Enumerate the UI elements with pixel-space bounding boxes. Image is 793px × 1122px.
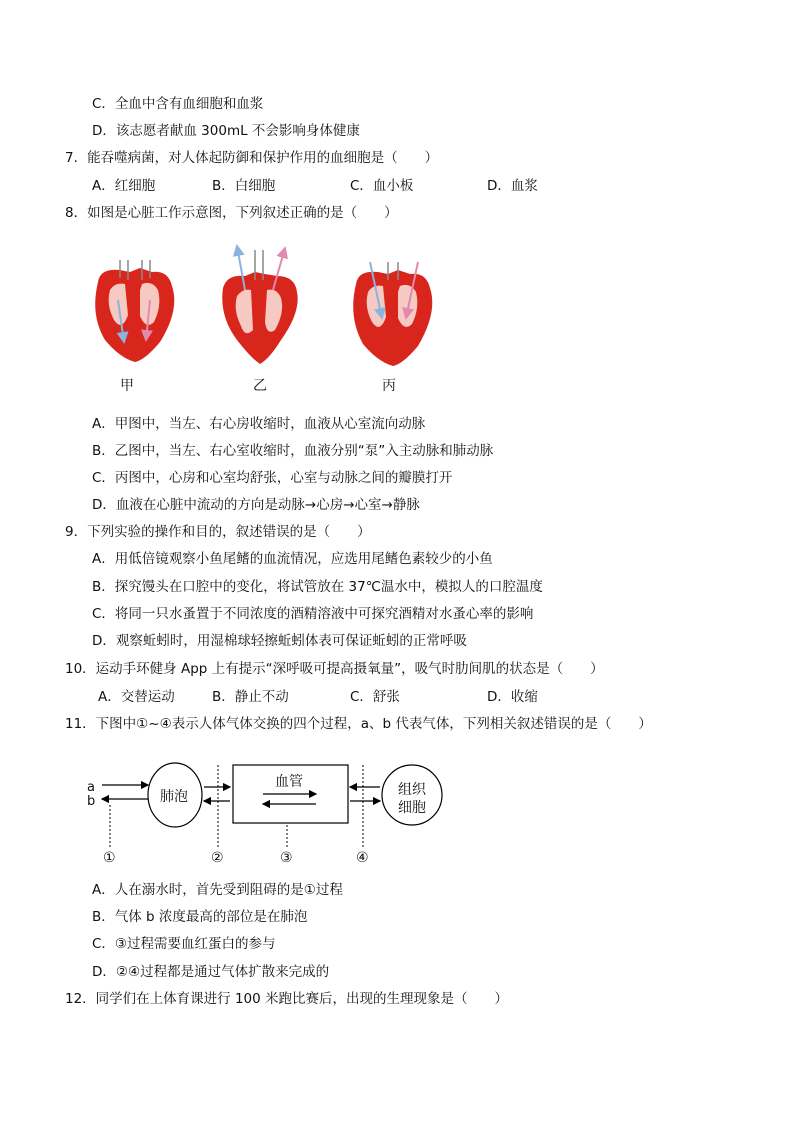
q10-stem: 10．运动手环健身 App 上有提示“深呼吸可提高摄氧量”，吸气时肋间肌的状态是（ ）	[65, 661, 604, 677]
q11-option-d: D．②④过程都是通过气体扩散来完成的	[92, 964, 330, 980]
q9-option-c: C．将同一只水蚤置于不同浓度的酒精溶液中可探究酒精对水蚤心率的影响	[92, 606, 534, 622]
q10-option-a: A．交替运动	[98, 689, 175, 705]
q9-stem: 9．下列实验的操作和目的，叙述错误的是（ ）	[65, 524, 371, 540]
q12-stem: 12．同学们在上体育课进行 100 米跑比赛后，出现的生理现象是（ ）	[65, 991, 509, 1007]
heart-jia	[95, 260, 174, 362]
q7-option-c: C．血小板	[350, 178, 414, 194]
q10-option-c: C．舒张	[350, 689, 400, 705]
q7-stem: 7．能吞噬病菌，对人体起防御和保护作用的血细胞是（ ）	[65, 150, 439, 166]
heart-bing	[353, 262, 432, 366]
q10-option-d: D．收缩	[487, 689, 538, 705]
q10-option-b: B．静止不动	[212, 689, 289, 705]
q7-option-a: A．红细胞	[92, 178, 156, 194]
heart-label-yi: 乙	[253, 378, 267, 394]
heart-yi	[222, 246, 297, 364]
q8-stem: 8．如图是心脏工作示意图，下列叙述正确的是（ ）	[65, 205, 398, 221]
q11-option-c: C．③过程需要血红蛋白的参与	[92, 936, 276, 952]
q11-option-b: B．气体 b 浓度最高的部位是在肺泡	[92, 909, 308, 925]
marker-2: ②	[211, 850, 224, 866]
q8-option-d: D．血液在心脏中流动的方向是动脉→心房→心室→静脉	[92, 497, 420, 513]
q11-option-a: A．人在溺水时，首先受到阻碍的是①过程	[92, 882, 343, 898]
q11-stem: 11．下图中①~④表示人体气体交换的四个过程，a、b 代表气体，下列相关叙述错误的是（ ）	[65, 716, 652, 732]
tissue-label-2: 细胞	[398, 800, 426, 816]
q9-option-a: A．用低倍镜观察小鱼尾鳍的血流情况，应选用尾鳍色素较少的小鱼	[92, 551, 493, 567]
alveolus-label: 肺泡	[160, 789, 188, 805]
q6-option-c: C．全血中含有血细胞和血浆	[92, 96, 264, 112]
heart-label-jia: 甲	[120, 378, 134, 394]
q8-option-c: C．丙图中，心房和心室均舒张，心室与动脉之间的瓣膜打开	[92, 470, 453, 486]
q9-option-b: B．探究馒头在口腔中的变化，将试管放在 37℃温水中，模拟人的口腔温度	[92, 579, 543, 595]
q7-option-b: B．白细胞	[212, 178, 276, 194]
marker-1: ①	[103, 850, 116, 866]
q8-option-b: B．乙图中，当左、右心室收缩时，血液分别“泵”入主动脉和肺动脉	[92, 443, 494, 459]
heart-diagrams	[80, 240, 460, 370]
q6-option-d: D．该志愿者献血 300mL 不会影响身体健康	[92, 123, 360, 139]
gas-b-label: b	[87, 794, 96, 809]
tissue-label-1: 组织	[398, 782, 426, 798]
marker-3: ③	[280, 850, 293, 866]
marker-4: ④	[356, 850, 369, 866]
gas-a-label: a	[87, 780, 95, 795]
q8-option-a: A．甲图中，当左、右心房收缩时，血液从心室流向动脉	[92, 416, 426, 432]
heart-label-bing: 丙	[382, 378, 396, 394]
q7-option-d: D．血浆	[487, 178, 538, 194]
vessel-label: 血管	[275, 774, 303, 790]
q9-option-d: D．观察蚯蚓时，用湿棉球轻擦蚯蚓体表可保证蚯蚓的正常呼吸	[92, 633, 467, 649]
